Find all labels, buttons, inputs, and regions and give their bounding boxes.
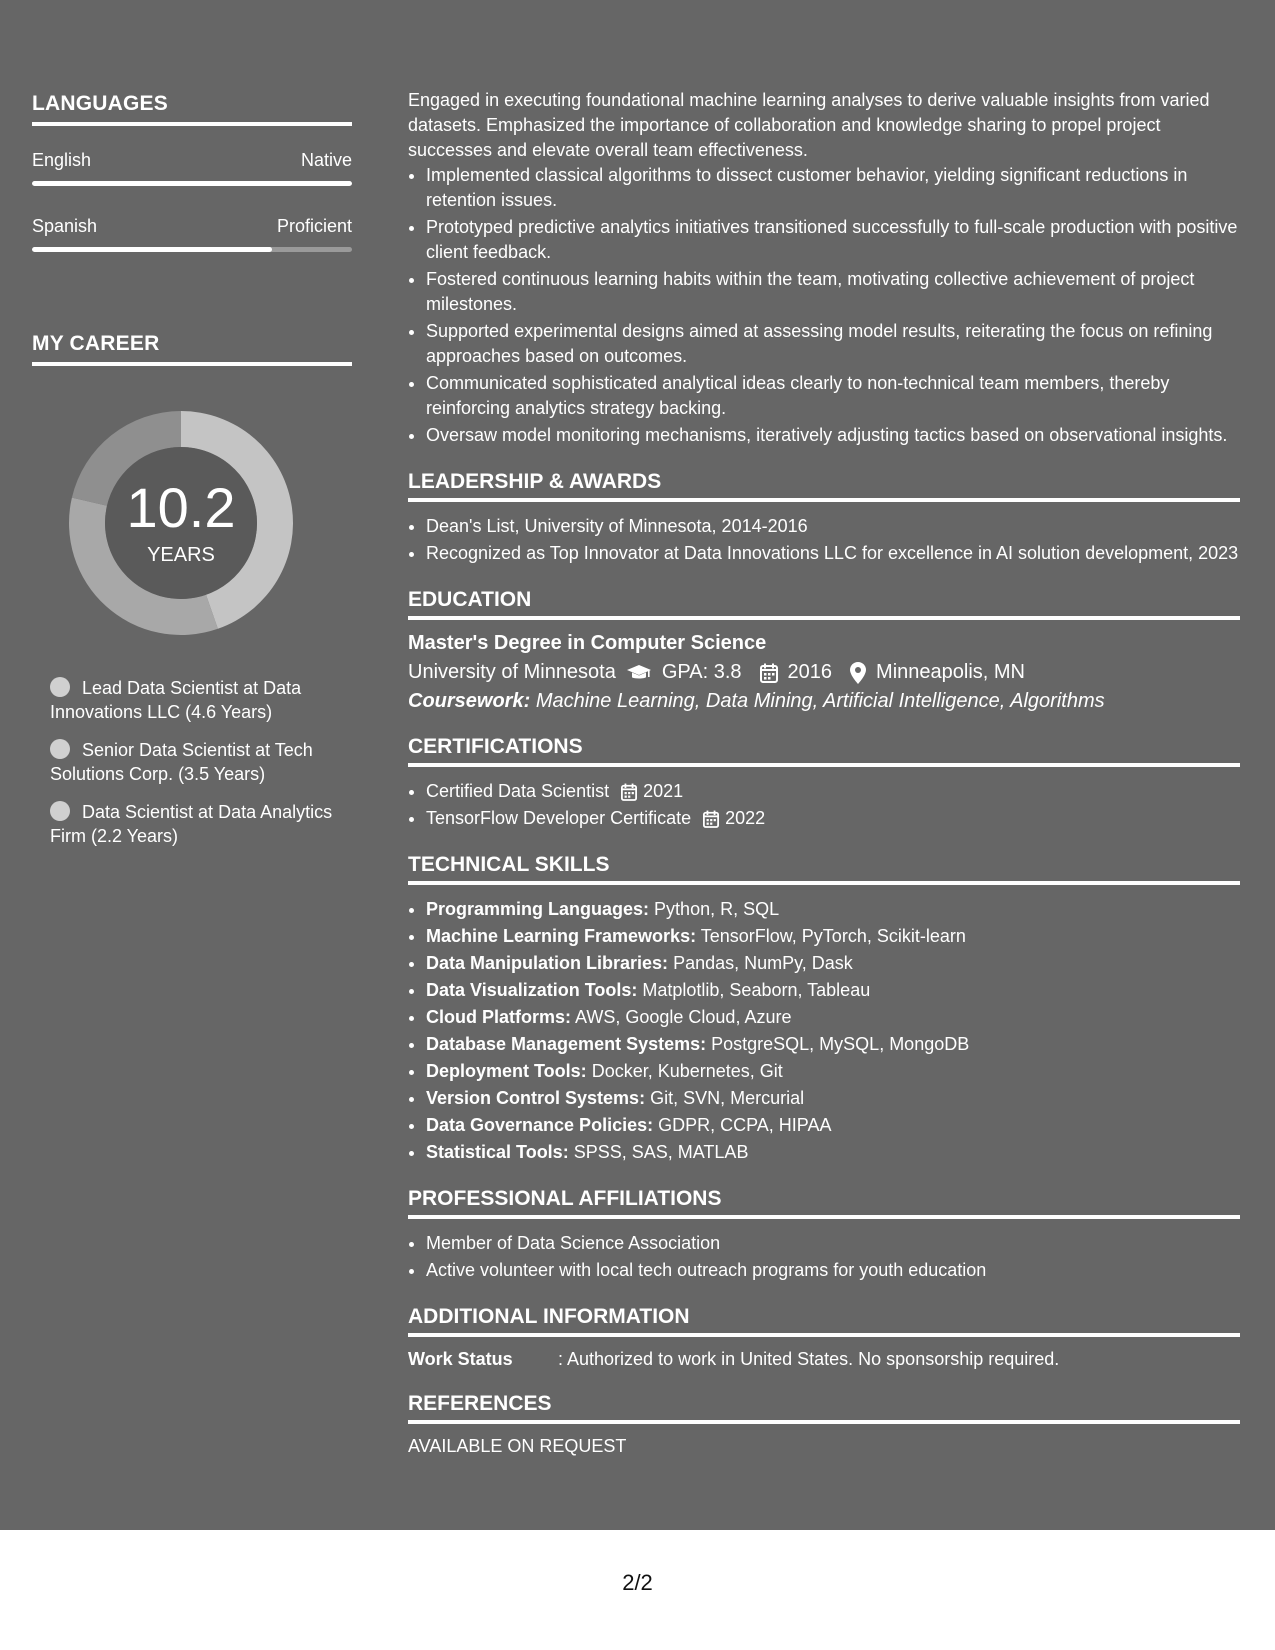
skill-item <box>426 1032 1240 1057</box>
legend-dot-icon <box>50 677 70 697</box>
references-heading: REFERENCES <box>408 1392 1240 1424</box>
skill-value: GDPR, CCPA, HIPAA <box>658 1115 832 1135</box>
education-coursework <box>408 690 1240 713</box>
skill-label: Database Management Systems: <box>426 1034 707 1054</box>
career-legend-label: Senior Data Scientist at Tech Solutions Corp. (3.5 Years) <box>50 740 313 784</box>
skill-value: PostgreSQL, MySQL, MongoDB <box>711 1034 970 1054</box>
skills-heading: TECHNICAL SKILLS <box>408 853 1240 885</box>
language-name: Spanish <box>32 216 98 236</box>
leadership-list <box>408 514 1240 566</box>
language-item <box>32 150 352 186</box>
career-legend <box>50 676 352 848</box>
page-number: 2/2 <box>622 1570 653 1595</box>
certifications-list <box>408 779 1240 831</box>
certification-name: • Certified Data Scientist <box>426 781 610 801</box>
career-total-years: 10.2 <box>126 475 236 539</box>
certification-year: 2022 <box>725 808 766 828</box>
education-school: University of Minnesota <box>408 661 616 683</box>
skill-value: Pandas, NumPy, Dask <box>673 953 853 973</box>
skill-item <box>426 978 1240 1003</box>
education-details <box>408 661 1240 684</box>
certification-name: • TensorFlow Developer Certificate <box>426 808 692 828</box>
work-status-value: : Authorized to work in United States. No sponsorship required. <box>558 1349 1060 1369</box>
skill-value: Matplotlib, Seaborn, Tableau <box>642 980 871 1000</box>
map-pin-icon <box>850 662 866 684</box>
experience-bullet: • Prototyped predictive analytics initiatives transitioned successfully to full-scale production with positive client feedback. <box>426 215 1240 265</box>
legend-dot-icon <box>50 801 70 821</box>
skill-item <box>426 1005 1240 1030</box>
coursework-value: Machine Learning, Data Mining, Artificial Intelligence, Algorithms <box>535 690 1105 712</box>
skill-item <box>426 1086 1240 1111</box>
certifications-heading: CERTIFICATIONS <box>408 735 1240 767</box>
experience-bullet: • Supported experimental designs aimed at assessing model results, reiterating the focus on refining approaches based on outcomes. <box>426 319 1240 369</box>
certification-item <box>426 806 1240 831</box>
skill-label: Cloud Platforms: <box>426 1007 572 1027</box>
affiliation-item: • Active volunteer with local tech outreach programs for youth education <box>426 1258 1240 1283</box>
career-legend-item <box>50 800 352 848</box>
career-donut-center <box>66 408 296 638</box>
language-bar <box>32 247 352 252</box>
calendar-icon <box>621 783 637 801</box>
experience-bullet: • Implemented classical algorithms to dissect customer behavior, yielding significant reductions in retention issues. <box>426 163 1240 213</box>
skill-label: Programming Languages: <box>426 899 650 919</box>
left-column <box>32 92 352 862</box>
career-donut-chart <box>66 408 296 638</box>
certification-year: 2021 <box>643 781 684 801</box>
calendar-icon <box>703 810 719 828</box>
language-bar <box>32 181 352 186</box>
right-column <box>408 88 1240 1457</box>
skill-label: Machine Learning Frameworks: <box>426 926 697 946</box>
experience-bullets <box>408 163 1240 448</box>
experience-summary: Engaged in executing foundational machine learning analyses to derive valuable insights from varied datasets. Emphasized the importance of collaboration and knowledge sharing to propel project successes and elevate overall team effectiveness. <box>408 90 1210 160</box>
skills-list <box>408 897 1240 1165</box>
languages-heading: LANGUAGES <box>32 92 352 126</box>
career-total-unit: YEARS <box>147 543 215 566</box>
work-status-row <box>408 1349 1240 1370</box>
language-item <box>32 216 352 252</box>
skill-label: Data Manipulation Libraries: <box>426 953 669 973</box>
affiliations-list <box>408 1231 1240 1283</box>
skill-label: Statistical Tools: <box>426 1142 569 1162</box>
affiliations-heading: PROFESSIONAL AFFILIATIONS <box>408 1187 1240 1219</box>
additional-info-heading: ADDITIONAL INFORMATION <box>408 1305 1240 1337</box>
skill-item <box>426 1140 1240 1165</box>
career-legend-label: Lead Data Scientist at Data Innovations LLC (4.6 Years) <box>50 678 302 722</box>
graduation-cap-icon <box>626 664 652 682</box>
experience-bullet: • Oversaw model monitoring mechanisms, iteratively adjusting tactics based on observational insights. <box>426 423 1240 448</box>
leadership-item: • Dean's List, University of Minnesota, 2014-2016 <box>426 514 1240 539</box>
education-degree: Master's Degree in Computer Science <box>408 632 767 654</box>
skill-value: TensorFlow, PyTorch, Scikit-learn <box>700 926 966 946</box>
skill-value: Docker, Kubernetes, Git <box>591 1061 783 1081</box>
language-bar-fill <box>32 181 352 186</box>
skill-label: Data Visualization Tools: <box>426 980 638 1000</box>
skill-label: Data Governance Policies: <box>426 1115 654 1135</box>
experience-bullet: • Fostered continuous learning habits within the team, motivating collective achievement of project milestones. <box>426 267 1240 317</box>
language-level: Native <box>300 150 352 170</box>
leadership-item: • Recognized as Top Innovator at Data Innovations LLC for excellence in AI solution development, 2023 <box>426 541 1240 566</box>
career-heading: MY CAREER <box>32 332 352 366</box>
skill-value: AWS, Google Cloud, Azure <box>575 1007 792 1027</box>
references-text: AVAILABLE ON REQUEST <box>408 1436 627 1456</box>
education-gpa: GPA: 3.8 <box>661 661 742 683</box>
leadership-heading: LEADERSHIP & AWARDS <box>408 470 1240 502</box>
skill-label: Deployment Tools: <box>426 1061 587 1081</box>
language-name: English <box>32 150 92 170</box>
skill-item <box>426 1113 1240 1138</box>
education-heading: EDUCATION <box>408 588 1240 620</box>
skill-value: SPSS, SAS, MATLAB <box>573 1142 749 1162</box>
skill-value: Python, R, SQL <box>654 899 780 919</box>
coursework-label: Coursework: <box>408 690 531 712</box>
experience-bullet: • Communicated sophisticated analytical ideas clearly to non-technical team members, thereby reinforcing analytics strategy backing. <box>426 371 1240 421</box>
language-bar-fill <box>32 247 272 252</box>
language-level: Proficient <box>276 216 352 236</box>
skill-label: Version Control Systems: <box>426 1088 646 1108</box>
calendar-icon <box>760 663 778 683</box>
skill-item <box>426 897 1240 922</box>
certification-item <box>426 779 1240 804</box>
career-legend-item <box>50 738 352 786</box>
career-legend-item <box>50 676 352 724</box>
skill-item <box>426 1059 1240 1084</box>
legend-dot-icon <box>50 739 70 759</box>
education-year: 2016 <box>787 661 833 683</box>
work-status-label: Work Status <box>408 1349 513 1369</box>
skill-item <box>426 924 1240 949</box>
skill-value: Git, SVN, Mercurial <box>650 1088 805 1108</box>
career-legend-label: Data Scientist at Data Analytics Firm (2.2 Years) <box>50 802 333 846</box>
skill-item <box>426 951 1240 976</box>
affiliation-item: • Member of Data Science Association <box>426 1231 1240 1256</box>
education-location: Minneapolis, MN <box>876 661 1025 683</box>
